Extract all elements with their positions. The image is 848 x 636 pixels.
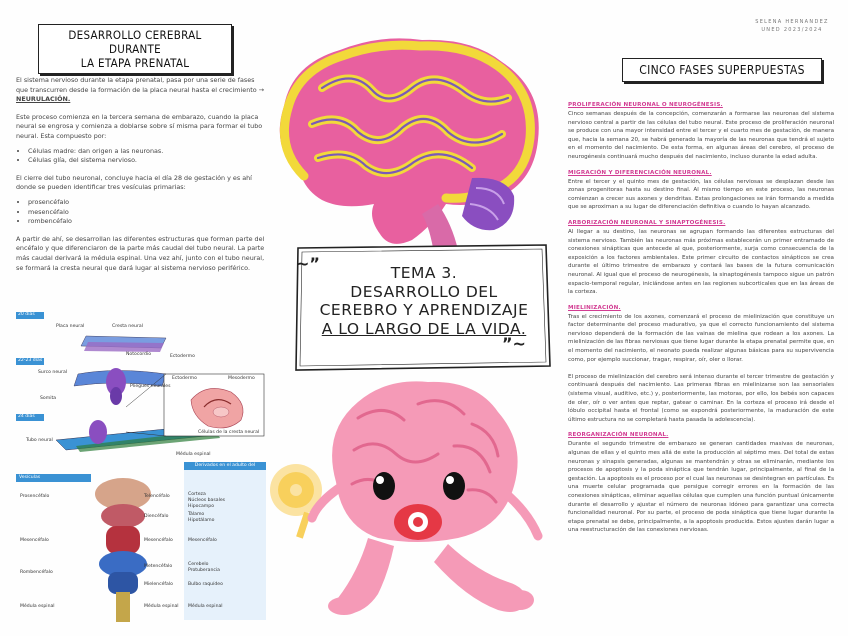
label-neural-crest: Cresta neural xyxy=(112,324,143,329)
phase-section xyxy=(568,305,834,425)
label-mesoderm: Mesodermo xyxy=(228,376,255,381)
label-24-days: 24 días xyxy=(18,414,35,419)
phase-text: Tras el crecimiento de los axones, comenzará el proceso de mielinización que constituye un factor determinante del proceso madurativo, ya que el correcto funcionamiento del sistema nervioso dependerá de la formación de las vainas de mielina que rodean a los axones. La mielinización de las fibras nerviosas que tiene lugar durante la etapa prenatal permite que, en el momento del nacimiento, el neonato pueda realizar algunas básicas para su supervivencia como, por ejemplo succionar, tragar, respirar, oír, oler o llorar. El proceso de mielinización del cerebro será intenso durante el tercer trimestre de gestación y continuará después del nacimiento. Las primeras fibras en mielinizarse son las sensoriales (sistema visual, auditivo, etc.) y, posteriormente, las motoras, por ello, los bebés son capaces de oler, oír o ver antes que reptar, gatear o caminar. En la corteza el proceso irá desde el lóbulo occipital hasta el frontal (como se expondrá posteriormente, la maduración de este último estructura no se completará hasta pasada la adolescencia). xyxy=(568,313,834,423)
left-list-1 xyxy=(16,147,266,166)
rattle-icon xyxy=(270,464,322,539)
label-neural-plate: Placa neural xyxy=(56,324,85,329)
left-paragraph-4: A partir de ahí, se desarrollan las diferentes estructuras que forman parte del encéfalo y que diferenciaron de la parte más caudal del tubo neural. La parte más caudal derivará la médula espinal. Una vez ahí, junto con el tubo neural, se formará la cresta neural que dará lugar al sistema nervioso periférico. xyxy=(16,234,265,272)
phase-section xyxy=(568,220,834,297)
phase-section xyxy=(568,170,834,212)
phase-title: MIGRACIÓN Y DIFERENCIACIÓN NEURONAL. xyxy=(568,169,712,176)
phase-title: ARBORIZACIÓN NEURONAL Y SINAPTOGÉNESIS. xyxy=(568,219,726,226)
list-item: • prosencéfalo xyxy=(28,198,266,208)
vesicle-mid: Metencéfalo xyxy=(144,564,173,569)
author-name: SELENA HERNANDEZ xyxy=(755,19,829,25)
label-ectoderm: Ectodermo xyxy=(170,354,195,359)
vesicle-item: Mesencéfalo xyxy=(188,538,217,543)
vesicle-left: Mesencéfalo xyxy=(20,538,49,543)
vesicle-item: Hipotálamo xyxy=(188,518,215,523)
vesicle-left: Prosencéfalo xyxy=(20,494,50,499)
phase-text: Cinco semanas después de la concepción, comenzarán a formarse las neuronas del sistema nervioso central a partir de las células del tubo neural. Este proceso de proliferación neuronal se produce con una mayor intensidad entre el tercer y el cuarto mes de gestación, de manera que, hacia la semana 20, se habrá generado la mayoría de las neuronas que tendrá el sujeto en el momento del nacimiento. De esta forma, en algunas áreas del cerebro, el proceso de neurogénesis continuará mucho después del nacimiento, incluso durante la edad adulta. xyxy=(568,111,834,160)
phase-section xyxy=(568,102,834,162)
vesicle-mid: Mesencéfalo xyxy=(144,538,173,543)
phase-title: PROLIFERACIÓN NEURONAL O NEUROGÉNESIS. xyxy=(568,102,723,108)
cute-brain-illustration xyxy=(258,362,558,632)
list-item: • rombencéfalo xyxy=(28,217,266,227)
vesicle-mid: Médula espinal xyxy=(144,604,179,609)
left-title-line1: DESARROLLO CEREBRAL DURANTE xyxy=(68,28,202,56)
label-crest-cells: Células de la cresta neural xyxy=(198,430,260,435)
label-neural-tube: Tubo neural xyxy=(26,438,53,443)
label-neural-folds: Pliegues neurales xyxy=(130,384,171,389)
vesicle-item: Núcleos basales xyxy=(188,498,226,503)
quote-open-icon: ~” xyxy=(296,254,320,273)
vesicle-item: Hipocampo xyxy=(188,504,214,509)
vesicle-item: Médula espinal xyxy=(188,604,223,609)
center-title-line1: TEMA 3. xyxy=(390,264,458,282)
vesicles-left-header: Vesículas xyxy=(16,474,91,482)
left-title-line2: LA ETAPA PRENATAL xyxy=(80,56,190,70)
vesicle-mid: Diencéfalo xyxy=(144,514,169,519)
center-title xyxy=(318,264,530,338)
neurulation-diagram xyxy=(16,312,268,472)
label-22-23-days: 22-23 días xyxy=(18,358,43,363)
phase-text: Entre el tercer y el quinto mes de gestación, las células nerviosas se desplazan desde las zonas progenitoras hasta su destino final. Al mismo tiempo en este proceso, las neuronas comienzan a crecer sus axones y dendritas. Estas prolongaciones se irán formando a medida que se aproximan a su lugar de diferenciación definitiva o cuando lo hayan alcanzado. xyxy=(568,178,834,211)
center-title-line3: CEREBRO Y APRENDIZAJE xyxy=(319,301,529,319)
quote-close-icon: ”~ xyxy=(502,334,526,353)
label-neural-groove: Surco neural xyxy=(38,370,68,375)
vesicle-item: Bulbo raquídeo xyxy=(188,582,223,587)
neurulation-term: NEURULACIÓN. xyxy=(16,95,71,104)
vesicle-left: Médula espinal xyxy=(20,604,55,609)
vesicle-item: Cerebelo xyxy=(188,562,209,567)
brain-illustration xyxy=(262,28,554,260)
label-notochord: Notocordio xyxy=(126,352,152,357)
phase-text: Durante el segundo trimestre de embarazo se generan cantidades masivas de neuronas, algunas de ellas y el quinto mes allá de este la producción al séptimo mes. Del total de estas neuronas y sinapsis generadas, algunas se mantendrán y otras se eliminarán, mediante los procesos de apoptosis y la poda sináptica que tendrán lugar, principalmente, al final de la gestación. La apoptosis es el proceso por el cual las neuronas se desintegran en partículas. Es una muerte celular programada que persigue corregir errores en la formación de las conexiones sinápticas, eliminar aquellas células que cumplen una función puntual únicamente durante el desarrollo y ajustar el número de neuronas idóneo para garantizar una correcta funcionalidad neuronal. Por su parte, el proceso de poda sináptica que tiene lugar durante la etapa prenatal se debe, principalmente, a la apoptosis producida. Estos ajustes darán lugar a una reestructuración de las conexiones nerviosas. xyxy=(568,441,834,534)
list-item: • mesencéfalo xyxy=(28,208,266,218)
right-title: CINCO FASES SUPERPUESTAS xyxy=(622,58,822,82)
label-somite: Somita xyxy=(40,396,57,401)
author-block xyxy=(752,18,832,34)
phase-title: REORGANIZACIÓN NEURONAL. xyxy=(568,432,669,439)
label-spinal-cord: Médula espinal xyxy=(176,452,211,457)
phase-text: Al llegar a su destino, las neuronas se agrupan formando las diferentes estructuras del sistema nervioso. También las neuronas más próximas establecerán un primer entramado de conexiones sinápticas que antecede al que, posteriormente, surja como consecuencia de la exposición a los factores ambientales. Este primer circuito de contactos sinápticos se crea durante el último trimestre de embarazo y contará las bases de la futura comunicación neuronal. Al igual que el proceso de neurogénesis, la sinaptogénesis tampoco sigue un patrón espacio-temporal regular, iniciándose antes en las regiones subcorticales que en las áreas de la corteza. xyxy=(568,228,834,296)
left-title xyxy=(38,24,232,74)
left-paragraph-1: El sistema nervioso durante la etapa prenatal, pasa por una serie de fases que transcurren desde la formación de la placa neural hasta el crecimiento → NEURULACIÓN. xyxy=(16,76,265,104)
center-title-line4: A LO LARGO DE LA VIDA. xyxy=(321,319,527,338)
list-item: • Células glía, del sistema nervioso. xyxy=(28,156,266,166)
vesicles-diagram xyxy=(16,462,266,622)
vesicle-item: Corteza xyxy=(188,492,206,497)
vesicle-left: Rombencéfalo xyxy=(20,570,53,575)
center-title-line2: DESARROLLO DEL xyxy=(350,282,498,301)
label-20-days: 20 días xyxy=(18,312,35,317)
vesicle-mid: Mielencéfalo xyxy=(144,582,173,587)
phase-title: MIELINIZACIÓN. xyxy=(568,304,621,311)
vesicle-item: Tálamo xyxy=(188,512,205,517)
phases-column xyxy=(568,102,834,543)
vesicle-mid: Telencéfalo xyxy=(144,494,170,499)
phase-section xyxy=(568,432,834,535)
left-list-2 xyxy=(16,198,266,227)
author-term: UNED 2023/2024 xyxy=(761,27,823,33)
left-text xyxy=(16,76,266,278)
vesicle-item: Protuberancia xyxy=(188,568,220,573)
label-ectoderm-2: Ectodermo xyxy=(172,376,197,381)
left-paragraph-2: Este proceso comienza en la tercera semana de embarazo, cuando la placa neural se engrosa y comienza a doblarse sobre sí misma para formar el tubo neural. Esta compuesto por: xyxy=(16,112,263,140)
list-item: • Células madre: dan origen a las neuronas. xyxy=(28,147,266,157)
neurulation-illustration xyxy=(16,312,268,472)
left-paragraph-3: El cierre del tubo neuronal, concluye hacia el día 28 de gestación y es ahí donde se pueden identificar tres vesículas primarias: xyxy=(16,173,252,192)
vesicles-right-header: Derivados en el adulto del xyxy=(184,462,266,470)
